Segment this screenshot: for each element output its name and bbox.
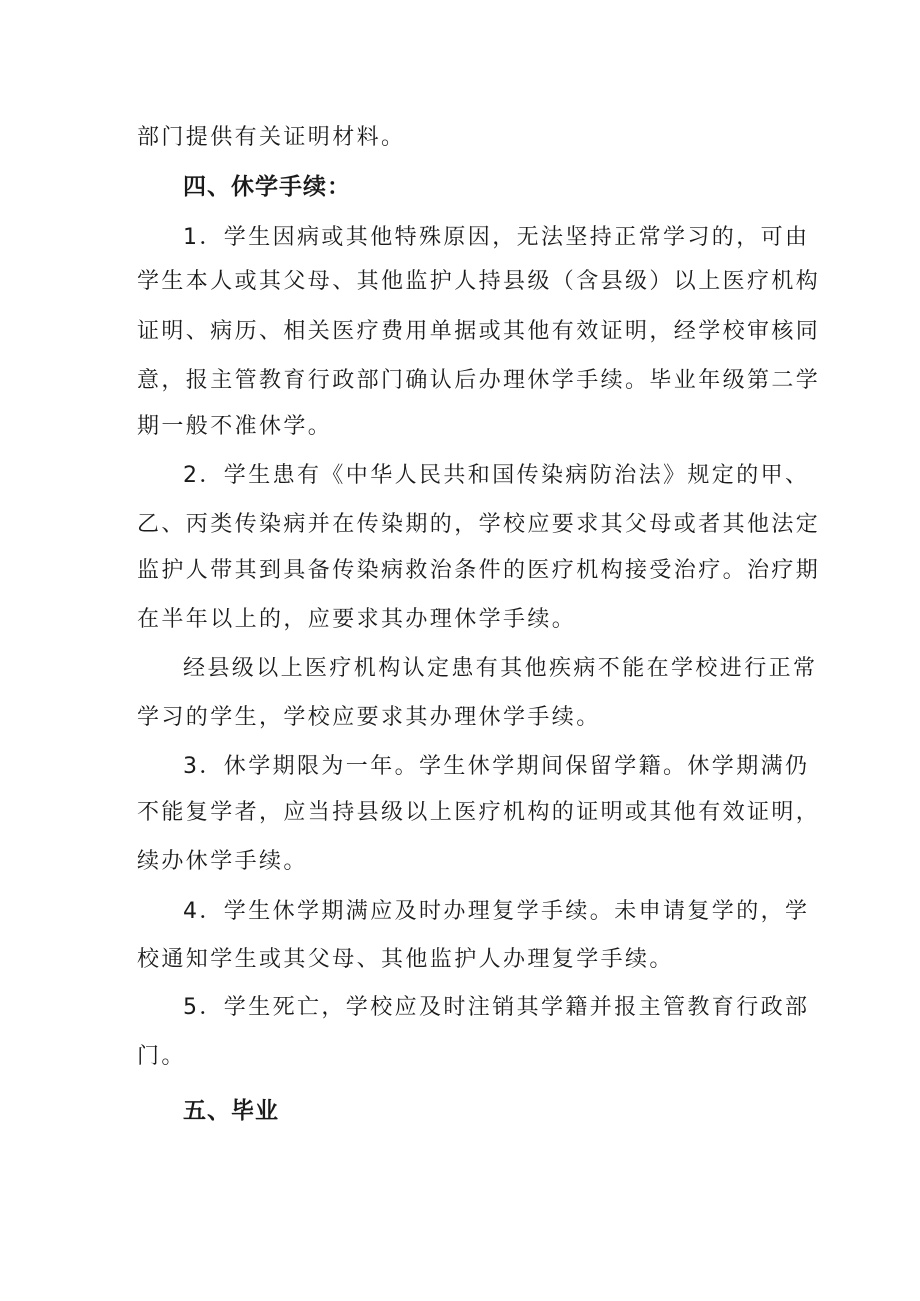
- text-line: 校通知学生或其父母、其他监护人办理复学手续。: [137, 947, 674, 972]
- text-line: 不能复学者，应当持县级以上医疗机构的证明或其他有效证明，: [137, 800, 821, 825]
- text-line: 经县级以上医疗机构认定患有其他疾病不能在学校进行正常: [183, 656, 818, 681]
- text-line: 续办休学手续。: [137, 849, 308, 874]
- section-heading: 四、休学手续：: [183, 174, 351, 200]
- text-line: 部门提供有关证明材料。: [137, 125, 406, 150]
- text-line: 5．学生死亡，学校应及时注销其学籍并报主管教育行政部: [183, 995, 810, 1020]
- text-line: 门。: [137, 1044, 186, 1069]
- text-line: 4．学生休学期满应及时办理复学手续。未申请复学的，学: [183, 899, 810, 924]
- section-heading: 五、毕业: [183, 1098, 279, 1124]
- text-line: 证明、病历、相关医疗费用单据或其他有效证明，经学校审核同: [137, 319, 821, 344]
- text-line: 乙、丙类传染病并在传染期的，学校应要求其父母或者其他法定: [137, 512, 821, 537]
- text-line: 1．学生因病或其他特殊原因，无法坚持正常学习的，可由: [183, 225, 810, 250]
- text-line: 3．休学期限为一年。学生休学期间保留学籍。休学期满仍: [183, 754, 810, 779]
- text-line: 期一般不准休学。: [137, 414, 333, 439]
- text-line: 2．学生患有《中华人民共和国传染病防治法》规定的甲、: [183, 463, 810, 488]
- text-line: 学习的学生，学校应要求其办理休学手续。: [137, 705, 601, 730]
- text-line: 意，报主管教育行政部门确认后办理休学手续。毕业年级第二学: [137, 368, 821, 393]
- text-line: 监护人带其到具备传染病救治条件的医疗机构接受治疗。治疗期: [137, 558, 821, 583]
- text-line: 学生本人或其父母、其他监护人持县级（含县级）以上医疗机构: [137, 269, 821, 294]
- text-line: 在半年以上的，应要求其办理休学手续。: [137, 607, 577, 632]
